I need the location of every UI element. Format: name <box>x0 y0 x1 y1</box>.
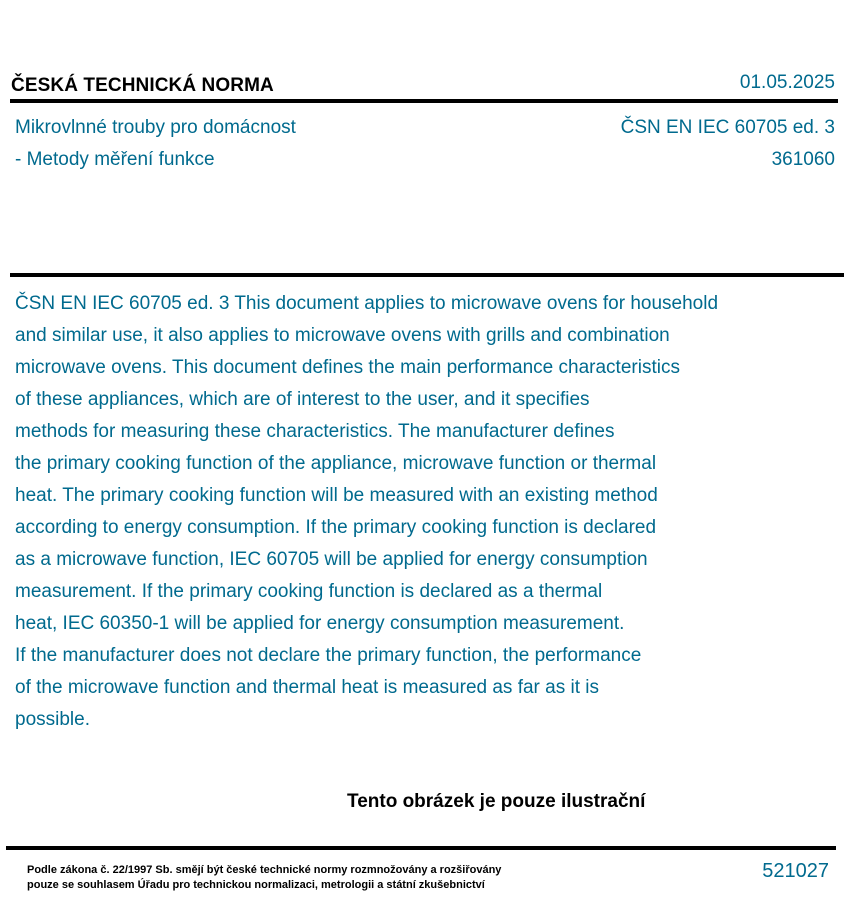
standard-title-line-1: Mikrovlnné trouby pro domácnost <box>15 117 296 138</box>
section-divider <box>10 273 844 277</box>
abstract-line: of the microwave function and thermal heat is measured as far as it is <box>15 677 599 698</box>
legal-notice <box>27 863 501 893</box>
abstract-line: possible. <box>15 709 90 730</box>
document-code: 521027 <box>762 860 829 882</box>
footer-divider <box>6 846 836 850</box>
abstract-line: ČSN EN IEC 60705 ed. 3 This document applies to microwave ovens for household <box>15 293 719 314</box>
header-divider <box>10 99 838 103</box>
abstract-line: methods for measuring these characteristics. The manufacturer defines <box>15 421 615 442</box>
abstract-line: as a microwave function, IEC 60705 will be applied for energy consumption <box>15 549 648 570</box>
legal-notice-line-2: pouze se souhlasem Úřadu pro technickou normalizaci, metrologii a státní zkušebnictví <box>27 879 485 891</box>
abstract-line: the primary cooking function of the appliance, microwave function or thermal <box>15 453 657 474</box>
abstract-line: heat. The primary cooking function will be measured with an existing method <box>15 485 658 506</box>
abstract-line: microwave ovens. This document defines the main performance characteristics <box>15 357 680 378</box>
publication-date: 01.05.2025 <box>739 72 835 93</box>
abstract-line: heat, IEC 60350-1 will be applied for energy consumption measurement. <box>15 613 625 634</box>
classification-code: 361060 <box>771 149 835 170</box>
illustration-note: Tento obrázek je pouze ilustrační <box>347 791 646 812</box>
legal-notice-line-1: Podle zákona č. 22/1997 Sb. smějí být české technické normy rozmnožovány a rozšiřovány <box>27 864 502 876</box>
standard-number: ČSN EN IEC 60705 ed. 3 <box>620 117 835 138</box>
abstract-text <box>15 288 835 736</box>
abstract-line: measurement. If the primary cooking function is declared as a thermal <box>15 581 603 602</box>
document-type-title: ČESKÁ TECHNICKÁ NORMA <box>11 75 274 96</box>
abstract-line: according to energy consumption. If the primary cooking function is declared <box>15 517 657 538</box>
standard-title-line-2: - Metody měření funkce <box>15 149 215 170</box>
abstract-line: If the manufacturer does not declare the primary function, the performance <box>15 645 642 666</box>
abstract-line: and similar use, it also applies to microwave ovens with grills and combination <box>15 325 670 346</box>
abstract-line: of these appliances, which are of interest to the user, and it specifies <box>15 389 590 410</box>
